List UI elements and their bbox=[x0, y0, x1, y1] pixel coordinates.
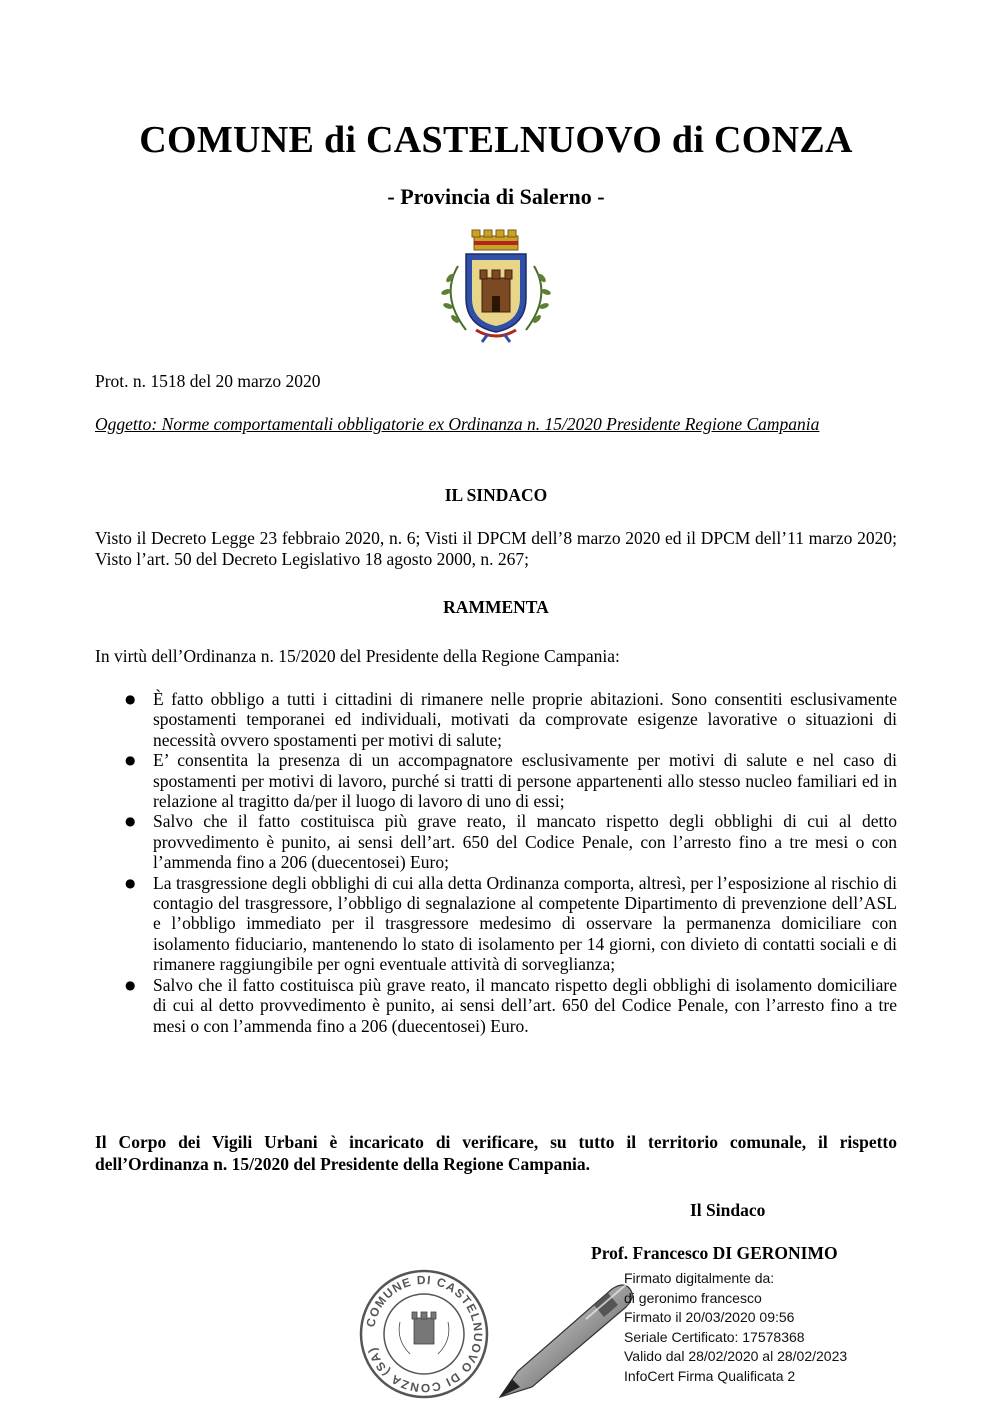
signatory-name: Prof. Francesco DI GERONIMO bbox=[591, 1243, 838, 1263]
digital-signature-line: Seriale Certificato: 17578368 bbox=[624, 1328, 805, 1345]
digital-signature-line: Firmato digitalmente da: bbox=[624, 1270, 775, 1286]
section-heading-rammenta: RAMMENTA bbox=[443, 597, 549, 617]
digital-signature-line: Valido dal 28/02/2020 al 28/02/2023 bbox=[624, 1348, 848, 1365]
official-seal-icon bbox=[358, 1268, 490, 1400]
bullet-icon: ● bbox=[125, 814, 136, 829]
list-item: ● Salvo che il fatto costituisca più grave reato, il mancato rispetto degli obblighi di isolamento domiciliare di cui al detto provvedimento è punito, ai sensi dell’art. 650 del Codice Penale, con l’arresto fino a tre mesi o con l’ammenda fino a 206 (duecentosei) Euro. bbox=[125, 974, 897, 1036]
digital-signature-line: Firmato il 20/03/2020 09:56 bbox=[624, 1309, 795, 1326]
intro-paragraph: In virtù dell’Ordinanza n. 15/2020 del Presidente della Regione Campania: bbox=[95, 646, 620, 666]
section-heading-sindaco: IL SINDACO bbox=[444, 485, 548, 505]
digital-signature-line: InfoCert Firma Qualificata 2 bbox=[624, 1367, 796, 1384]
svg-text:COMUNE DI CASTELNUOVO DI CONZA: COMUNE DI CASTELNUOVO DI CONZA (SA) bbox=[363, 1272, 486, 1396]
bullet-icon: ● bbox=[125, 875, 136, 890]
signatory-role: Il Sindaco bbox=[690, 1200, 766, 1220]
digital-signature-block bbox=[624, 1269, 984, 1387]
municipal-crest-icon bbox=[436, 226, 556, 344]
bullet-icon: ● bbox=[125, 692, 136, 706]
bullet-icon: ● bbox=[125, 977, 136, 992]
bullet-icon: ● bbox=[125, 753, 136, 768]
page-subtitle: - Provincia di Salerno - bbox=[387, 184, 605, 209]
page-title: COMUNE di CASTELNUOVO di CONZA bbox=[139, 119, 853, 161]
list-item: ● È fatto obbligo a tutti i cittadini di rimanere nelle proprie abitazioni. Sono consentiti esclusivamente spostamenti temporanei ed individuali, motivati da comprovate esigenze lavorative o situazioni di necessità ovvero spostamenti per motivi di salute; bbox=[125, 689, 897, 750]
digital-signature-line: di geronimo francesco bbox=[624, 1289, 762, 1306]
protocol-number: Prot. n. 1518 del 20 marzo 2020 bbox=[95, 371, 321, 391]
closing-paragraph: Il Corpo dei Vigili Urbani è incaricato di verificare, su tutto il territorio comunale, il rispetto dell’Ordinanza n. 15/2020 del Presidente della Regione Campania. bbox=[95, 1132, 897, 1174]
pen-icon bbox=[490, 1275, 640, 1403]
list-item: ● E’ consentita la presenza di un accompagnatore esclusivamente per motivi di salute e nel caso di spostamenti per motivi di lavoro, purché si tratti di persone appartenenti allo stesso nucleo familiari ed in relazione al tragitto da/per il luogo di lavoro di uno di essi; bbox=[125, 750, 897, 812]
legal-references-paragraph: Visto il Decreto Legge 23 febbraio 2020, n. 6; Visti il DPCM dell’8 marzo 2020 ed il DPCM dell’11 marzo 2020; Visto l’art. 50 del Decreto Legislativo 18 agosto 2000, n. 267; bbox=[95, 528, 897, 569]
rules-list bbox=[95, 689, 897, 1036]
list-item: ● La trasgressione degli obblighi di cui alla detta Ordinanza comporta, altresì, per l’esposizione al rischio di contagio del trasgressore, l’obbligo di segnalazione al competente Dipartimento di prevenzione dell’ASL e l’obbligo immediato per il trasgressore medesimo di osservare la permanenza domiciliare con isolamento fiduciario, mantenendo lo stato di isolamento per 14 giorni, con divieto di contatti sociali e di rimanere raggiungibile per ogni eventuale attività di sorveglianza; bbox=[125, 872, 897, 975]
document-subject: Oggetto: Norme comportamentali obbligatorie ex Ordinanza n. 15/2020 Presidente Regione Campania bbox=[95, 414, 820, 434]
list-item: ● Salvo che il fatto costituisca più grave reato, il mancato rispetto degli obblighi di cui al detto provvedimento è punito, ai sensi dell’art. 650 del Codice Penale, con l’arresto fino a tre mesi o con l’ammenda fino a 206 (duecentosei) Euro; bbox=[125, 811, 897, 873]
